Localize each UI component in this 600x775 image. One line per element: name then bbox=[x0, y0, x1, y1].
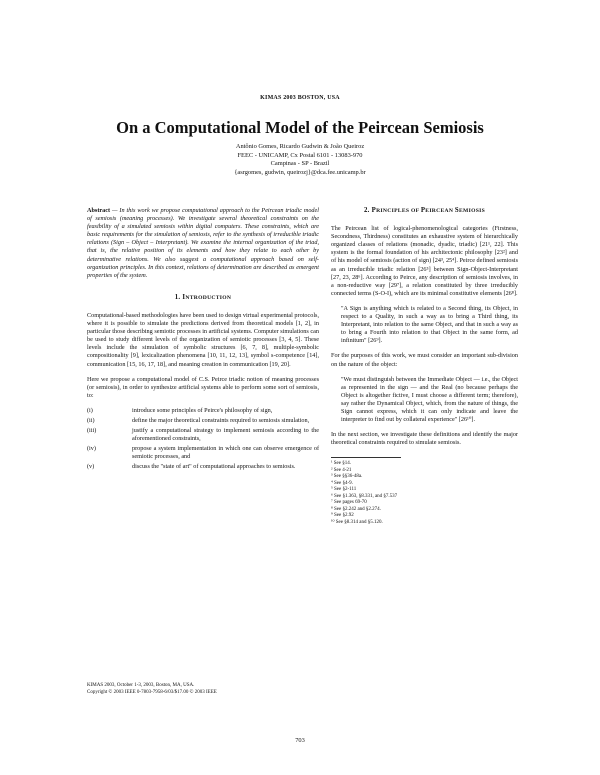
list-item: (i) introduce some principles of Peirce's philosophy of sign, bbox=[87, 406, 273, 414]
footnote: ⁵ See §2-111 bbox=[331, 487, 357, 493]
footnote: ² See 4-21 bbox=[331, 467, 352, 473]
list-item: (ii) define the major theoretical constraints required to semiosis simulation, bbox=[87, 416, 310, 424]
footnote: ¹ See §14. bbox=[331, 461, 351, 467]
peirce-quote-1: "A Sign is anything which is related to a Second thing, its Object, in respect to a Quality, in such a way as to bring a Third thing, its Interpretant, into relation to the same Object, and that in such a way as to bring a Fourth into relation to that Object in the same form, ad infinitum" [26⁹]. bbox=[341, 304, 518, 345]
author-email: {asrgomes, gudwin, queirozj}@dca.fee.unicamp.br bbox=[234, 168, 366, 176]
footnote: ⁸ See §2.242 and §2.274. bbox=[331, 506, 381, 512]
principles-paragraph-1: The Peircean list of logical-phenomenological categories (Firstness, Secondness, Thirdness) constitutes an exhaustive system of hierarchically organized classes of relations (monadic, dyadic, triadic) [21¹, 22]. This system is the formal foundation of his architectonic philosophy [23²] and of his model of semiosis (action of sign) [24³, 25⁴]. Peirce defined semiosis as an irreducible triadic relation [26⁵] between Sign-Object-Interpretant [27, 23, 28⁶]. According to Peirce, any description of semiosis involves, in a non-reductive way [29⁷], a relation constituted by three irreducibly connected terms (S-O-I), which are its minimal constitutive elements [26⁸]. bbox=[331, 225, 518, 297]
principles-paragraph-2: For the purposes of this work, we must consider an important sub-division on the nature of the object: bbox=[331, 352, 518, 368]
section-heading-principles: 2. PRINCIPLES OF PEIRCEAN SEMIOSIS bbox=[363, 207, 486, 214]
footnote: ⁴ See §4-9. bbox=[331, 480, 353, 486]
author-city: Campinas - SP - Brazil bbox=[270, 160, 330, 168]
author-names: Antônio Gomes, Ricardo Gudwin & João Queiroz bbox=[235, 143, 365, 150]
list-item: (v) discuss the "state of art" of computational approaches to semiosis. bbox=[87, 463, 296, 471]
left-column bbox=[87, 207, 319, 480]
abstract-text: — In this work we propose computational approach to the Peircean triadic model of semiosis (meaning processes). We investigate several theoretical constraints on the feasibility of a simulated semiosis within digital computers. These constraints, which are basic requirements for the simulation of semiosis, refer to the synthesis of irreducible triadic relations (Sign – Object – Interpretant). We examine the internal organization of the triad, that is, the relative position of its elements and how they relate to each other by determinative relations. We also suggest a computational approach based on self-organization principles. In this context, relations of determination are described as emergent properties of the system. bbox=[87, 207, 319, 279]
footnote: ⁶ See §1.363, §8.331, and §7.537 bbox=[331, 493, 398, 499]
footnote: ¹⁰ See §8.314 and §5.120. bbox=[331, 519, 383, 525]
author-affiliation: FEEC - UNICAMP, Cx Postal 6101 - 13083-970 bbox=[237, 151, 363, 159]
abstract bbox=[87, 207, 319, 280]
conference-header: KIMAS 2003 BOSTON, USA bbox=[260, 95, 340, 101]
footnote-divider bbox=[331, 457, 401, 458]
author-block bbox=[150, 143, 450, 177]
paper-title: On a Computational Model of the Peircean Semiosis bbox=[116, 118, 484, 137]
right-column bbox=[331, 207, 518, 526]
footnote: ⁷ See pages 69-70 bbox=[331, 500, 367, 506]
footnotes bbox=[331, 461, 518, 526]
intro-paragraph-1: Computational-based methodologies have been used to design virtual experimental protocols, where it is possible to simulate the predictions derived from theoretical models [1, 2], in particular those describing semiotic processes in artificial systems. Computer simulations can be used to study different levels of the organization of semiotic processes [3, 4, 5]. These levels include the simulation of symbolic structures [6, 7, 8], multiple-symbolic compositionality [9], lexicalization phenomena [10, 11, 12, 13], symbol s-competence [14], communication [15, 16, 17, 18], and meaning creation in communication [19, 20]. bbox=[87, 311, 319, 368]
list-item: (iii) justify a computational strategy to implement semiosis according to the aforementioned constraints, bbox=[87, 427, 319, 443]
goals-list bbox=[87, 407, 319, 472]
principles-paragraph-3: In the next section, we investigate these definitions and identify the major theoretical constraints required to simulate semiosis. bbox=[331, 431, 518, 447]
copyright-notice: KIMAS 2003, October 1-3, 2003, Boston, MA, USA. Copyright © 2003 IEEE 0-7803-7958-6/03/$17.00 © 2003 IEEE bbox=[87, 683, 217, 695]
list-item: (iv) propose a system implementation in which one can observe emergence of semiotic processes, and bbox=[87, 445, 319, 461]
section-heading-introduction: 1. INTRODUCTION bbox=[174, 293, 232, 301]
footnote: ³ See §§36-48a. bbox=[331, 474, 363, 480]
abstract-lead: Abstract bbox=[87, 207, 111, 214]
footnote: ⁹ See §2.92 bbox=[331, 513, 354, 519]
page-number: 703 bbox=[295, 737, 305, 744]
peirce-quote-2: "We must distinguish between the Immediate Object — i.e., the Object as represented in the sign — and the Real (no because perhaps the Object is altogether fictive, I must choose a different term; therefore), say rather the Dynamical Object, which, from the nature of things, the Sign cannot express, which it can only indicate and leave the interpreter to find out by collateral experience" [26¹⁰]. bbox=[341, 375, 518, 424]
intro-paragraph-2: Here we propose a computational model of C.S. Peirce triadic notion of meaning processes (or semiosis), in order to synthesize artificial systems able to perform some sort of semiosis, to: bbox=[87, 375, 319, 399]
